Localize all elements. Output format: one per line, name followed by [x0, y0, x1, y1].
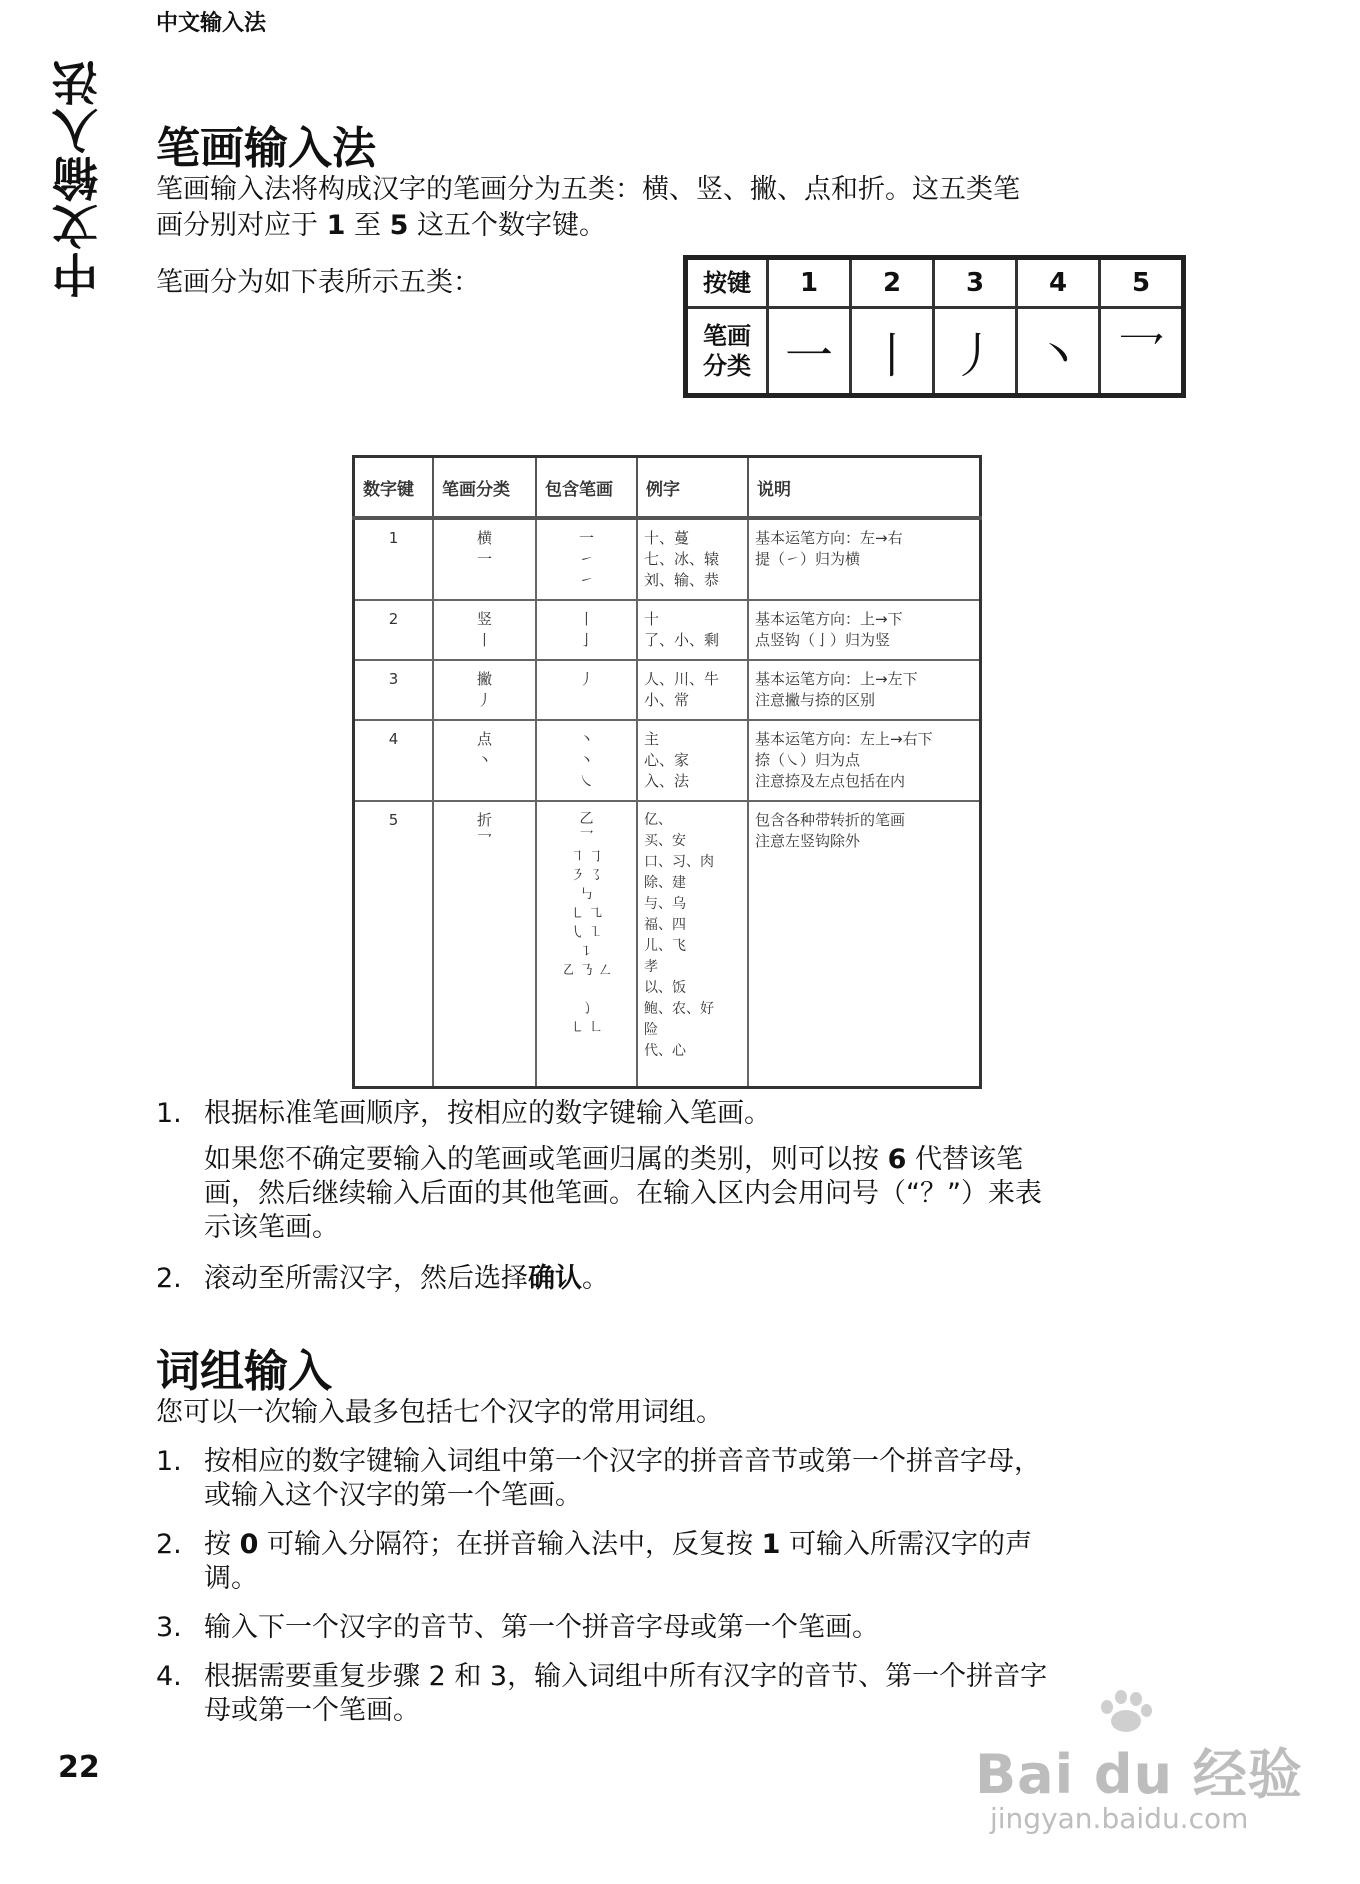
paw-icon	[1097, 1690, 1153, 1734]
detail-description: 基本运笔方向：上→左下 注意撇与捺的区别	[748, 660, 981, 720]
detail-header: 包含笔画	[536, 457, 637, 519]
detail-examples: 主 心、家 入、法	[637, 720, 748, 801]
step-text: 按相应的数字键输入词组中第一个汉字的拼音音节或第一个拼音字母， 或输入这个汉字的第一个笔画。	[204, 1446, 1041, 1511]
table-row	[354, 720, 981, 801]
key-stroke-table	[683, 255, 1186, 398]
step-number: 2.	[156, 1529, 182, 1560]
stroke-cell: 丨	[851, 308, 934, 396]
detail-examples: 十、蔓 七、冰、辕 刘、输、恭	[637, 518, 748, 600]
key-cell: 5	[1100, 258, 1184, 308]
detail-key: 5	[354, 801, 434, 1087]
table-caption: 笔画分为如下表所示五类：	[156, 267, 480, 298]
detail-header: 数字键	[354, 457, 434, 519]
section-title-phrase-input: 词组输入	[156, 1346, 332, 1397]
detail-category: 点 丶	[433, 720, 536, 801]
table-row	[354, 600, 981, 660]
step-number: 3.	[156, 1612, 182, 1643]
section1-intro	[156, 172, 1236, 244]
detail-header: 例字	[637, 457, 748, 519]
detail-category: 折 乛	[433, 801, 536, 1087]
detail-key: 4	[354, 720, 434, 801]
intro-line-1: 笔画输入法将构成汉字的笔画分为五类：横、竖、撇、点和折。这五类笔	[156, 174, 1020, 205]
detail-key: 1	[354, 518, 434, 600]
step-text: 根据需要重复步骤 2 和 3，输入词组中所有汉字的音节、第一个拼音字 母或第一个笔画。	[204, 1661, 1048, 1726]
key-cell: 1	[768, 258, 851, 308]
watermark-logo: Bai du 经验	[975, 1743, 1303, 1806]
detail-strokes: 丶 丶 ㇏	[536, 720, 637, 801]
step1-note	[204, 1143, 1264, 1245]
step-number: 2.	[156, 1263, 182, 1294]
section-title-stroke-input: 笔画输入法	[156, 123, 376, 174]
page-number: 22	[58, 1750, 100, 1785]
key-cell: 2	[851, 258, 934, 308]
detail-examples: 十 了、小、剩	[637, 600, 748, 660]
confirm-softkey-label: 确认	[528, 1263, 582, 1294]
detail-description: 基本运笔方向：左→右 提（㇀）归为横	[748, 518, 981, 600]
stroke-cell: 一	[768, 308, 851, 396]
detail-category: 撇 丿	[433, 660, 536, 720]
detail-description: 基本运笔方向：上→下 点竖钩（亅）归为竖	[748, 600, 981, 660]
table-row	[354, 660, 981, 720]
stroke-cell: 丿	[934, 308, 1017, 396]
stroke-detail-table	[352, 455, 982, 1089]
detail-category: 竖 丨	[433, 600, 536, 660]
detail-key: 2	[354, 600, 434, 660]
step-number: 4.	[156, 1661, 182, 1692]
key-cell: 3	[934, 258, 1017, 308]
intro-line-2: 画分别对应于 1 至 5 这五个数字键。	[156, 210, 606, 241]
watermark-url: jingyan.baidu.com	[990, 1802, 1249, 1835]
step-text: 按 0 可输入分隔符；在拼音输入法中，反复按 1 可输入所需汉字的声 调。	[204, 1529, 1032, 1594]
side-tab-label: 中文输入法	[51, 58, 105, 298]
stroke-cell: 乛	[1100, 308, 1184, 396]
detail-examples: 亿、 买、安 口、习、肉 除、建 与、乌 福、四 儿、飞 孝 以、饭 鲍、农、好 险 代、心	[637, 801, 748, 1087]
running-header: 中文输入法	[156, 11, 267, 36]
detail-header: 笔画分类	[433, 457, 536, 519]
step-text: 滚动至所需汉字，然后选择确认。	[204, 1263, 609, 1294]
note-line: 示该笔画。	[204, 1212, 339, 1243]
detail-strokes: 丨 亅	[536, 600, 637, 660]
detail-description: 包含各种带转折的笔画 注意左竖钩除外	[748, 801, 981, 1087]
detail-strokes: 乙 乛 ㇕ ㇆ ㇋ ㇌ ㇉ ㇄ ㇈ ㇂ ㇅ ㇊ ㇠ ㇡ ㇜ ㇁ ㇄ ㇗	[536, 801, 637, 1087]
detail-examples: 人、川、牛 小、常	[637, 660, 748, 720]
detail-key: 3	[354, 660, 434, 720]
table-row	[354, 518, 981, 600]
detail-header: 说明	[748, 457, 981, 519]
step-text: 输入下一个汉字的音节、第一个拼音字母或第一个笔画。	[204, 1612, 879, 1643]
detail-category: 横 一	[433, 518, 536, 600]
detail-strokes: 一 ㇀ ㇀	[536, 518, 637, 600]
detail-description: 基本运笔方向：左上→右下 捺（㇏）归为点 注意捺及左点包括在内	[748, 720, 981, 801]
note-line: 如果您不确定要输入的笔画或笔画归属的类别，则可以按 6 代替该笔	[204, 1144, 1023, 1175]
stroke-cell: 丶	[1017, 308, 1100, 396]
section2-intro: 您可以一次输入最多包括七个汉字的常用词组。	[156, 1397, 723, 1428]
detail-strokes: 丿	[536, 660, 637, 720]
step-text: 根据标准笔画顺序，按相应的数字键输入笔画。	[204, 1098, 771, 1129]
note-line: 画，然后继续输入后面的其他笔画。在输入区内会用问号（“？”）来表	[204, 1178, 1042, 1209]
step-number: 1.	[156, 1446, 182, 1477]
table-row	[354, 801, 981, 1087]
key-header-label: 按键	[686, 258, 768, 308]
step-number: 1.	[156, 1098, 182, 1129]
key-cell: 4	[1017, 258, 1100, 308]
stroke-row-label: 笔画 分类	[686, 308, 768, 396]
